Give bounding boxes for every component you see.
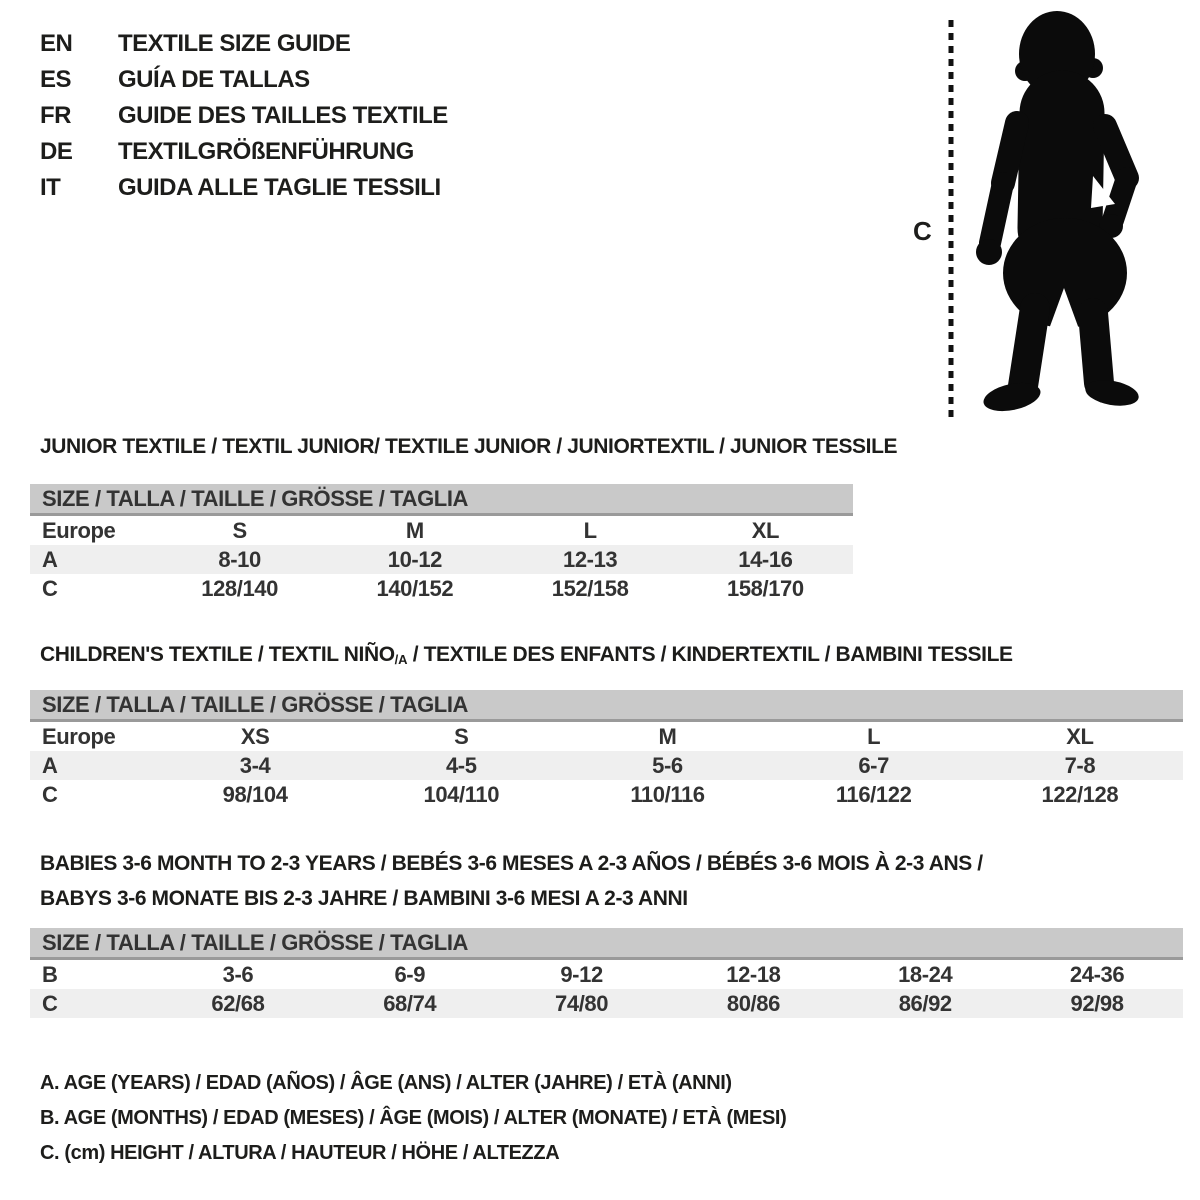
- size-cell: 68/74: [324, 989, 496, 1018]
- guide-title-fr: GUIDE DES TAILLES TEXTILE: [118, 102, 448, 129]
- size-cell: 140/152: [376, 575, 454, 601]
- table-row: [30, 751, 1183, 780]
- table-row: [30, 516, 853, 545]
- children-size-table: [30, 722, 1183, 809]
- table-row: [30, 780, 1183, 809]
- babies-size-table: [30, 960, 1183, 1018]
- size-cell: M: [405, 517, 424, 543]
- toddler-silhouette: [976, 11, 1141, 416]
- size-cell: 62/68: [152, 989, 324, 1018]
- language-row-de: [40, 134, 448, 170]
- size-cell: 152/158: [551, 575, 629, 601]
- row-label: A: [30, 751, 152, 780]
- size-cell: 12-13: [503, 545, 678, 574]
- note-height-cm: C. (cm) HEIGHT / ALTURA / HAUTEUR / HÖHE / ALTEZZA: [40, 1142, 560, 1164]
- row-label: C: [30, 989, 152, 1018]
- size-cell: 7-8: [977, 751, 1183, 780]
- size-cell: 14-16: [678, 545, 853, 574]
- size-cell: XS: [240, 723, 270, 749]
- babies-title-line2: BABYS 3-6 MONATE BIS 2-3 JAHRE / BAMBINI 3-6 MESI A 2-3 ANNI: [40, 887, 688, 910]
- table-row: [30, 989, 1183, 1018]
- size-cell: 9-12: [560, 961, 603, 987]
- language-row-fr: [40, 98, 448, 134]
- children-title-subscript: /A: [394, 652, 408, 667]
- children-section-title: [40, 644, 1013, 671]
- size-cell: 128/140: [201, 575, 278, 601]
- size-cell: L: [867, 723, 881, 749]
- size-cell: S: [232, 517, 247, 543]
- guide-title-es: GUÍA DE TALLAS: [118, 66, 310, 93]
- note-age-years: A. AGE (YEARS) / EDAD (AÑOS) / ÂGE (ANS) / ALTER (JAHRE) / ETÀ (ANNI): [40, 1072, 732, 1094]
- size-cell: L: [583, 517, 597, 543]
- junior-size-header-bar: SIZE / TALLA / TAILLE / GRÖSSE / TAGLIA: [30, 484, 853, 516]
- language-row-it: [40, 170, 448, 206]
- table-row: [30, 960, 1183, 989]
- language-row-es: [40, 62, 448, 98]
- size-cell: 10-12: [327, 545, 502, 574]
- language-title-list: [40, 26, 448, 206]
- size-cell: 18-24: [898, 961, 953, 987]
- size-cell: 104/110: [423, 781, 500, 807]
- size-cell: 158/170: [727, 575, 804, 601]
- size-cell: 3-4: [152, 751, 358, 780]
- size-cell: 5-6: [564, 751, 770, 780]
- children-title-pre: CHILDREN'S TEXTILE / TEXTIL NIÑO: [40, 643, 395, 666]
- babies-title-line1: BABIES 3-6 MONTH TO 2-3 YEARS / BEBÉS 3-6 MESES A 2-3 AÑOS / BÉBÉS 3-6 MOIS À 2-3 ANS /: [40, 852, 983, 875]
- size-cell: S: [454, 723, 469, 749]
- row-label: B: [42, 961, 58, 987]
- size-cell: 8-10: [152, 545, 327, 574]
- row-label: C: [42, 575, 58, 601]
- guide-title-it: GUIDA ALLE TAGLIE TESSILI: [118, 174, 441, 201]
- size-cell: 6-9: [394, 961, 426, 987]
- language-code: FR: [40, 102, 71, 129]
- legend-notes: [40, 1066, 786, 1171]
- row-label: Europe: [42, 517, 116, 543]
- size-cell: 92/98: [1011, 989, 1183, 1018]
- language-code: DE: [40, 138, 73, 165]
- size-cell: XL: [1066, 723, 1094, 749]
- height-figure: [905, 8, 1160, 428]
- toddler-figure-svg: [905, 8, 1160, 428]
- babies-size-header-bar: SIZE / TALLA / TAILLE / GRÖSSE / TAGLIA: [30, 928, 1183, 960]
- size-cell: 74/80: [496, 989, 668, 1018]
- row-label: Europe: [42, 723, 116, 749]
- babies-section-title: [40, 846, 983, 916]
- size-cell: 122/128: [1041, 781, 1119, 807]
- row-label: C: [42, 781, 58, 807]
- children-size-header-bar: SIZE / TALLA / TAILLE / GRÖSSE / TAGLIA: [30, 690, 1183, 722]
- size-cell: 98/104: [222, 781, 288, 807]
- size-cell: 12-18: [726, 961, 781, 987]
- height-measure-label: C: [913, 216, 932, 246]
- size-cell: 6-7: [771, 751, 977, 780]
- size-cell: M: [658, 723, 677, 749]
- size-cell: 3-6: [222, 961, 254, 987]
- table-row: [30, 574, 853, 603]
- table-row: [30, 722, 1183, 751]
- size-cell: 86/92: [839, 989, 1011, 1018]
- size-cell: 116/122: [835, 781, 912, 807]
- junior-size-table: [30, 516, 853, 603]
- note-age-months: B. AGE (MONTHS) / EDAD (MESES) / ÂGE (MOIS) / ALTER (MONATE) / ETÀ (MESI): [40, 1107, 787, 1129]
- guide-title-en: TEXTILE SIZE GUIDE: [118, 30, 351, 57]
- junior-section-title: JUNIOR TEXTILE / TEXTIL JUNIOR/ TEXTILE JUNIOR / JUNIORTEXTIL / JUNIOR TESSILE: [40, 435, 898, 458]
- size-cell: XL: [751, 517, 780, 543]
- size-cell: 4-5: [358, 751, 564, 780]
- size-cell: 24-36: [1069, 961, 1125, 987]
- language-code: EN: [40, 30, 73, 57]
- row-label: A: [30, 545, 152, 574]
- language-row-en: [40, 26, 448, 62]
- guide-title-de: TEXTILGRÖßENFÜHRUNG: [118, 138, 414, 165]
- size-cell: 80/86: [667, 989, 839, 1018]
- children-title-post: / TEXTILE DES ENFANTS / KINDERTEXTIL / BAMBINI TESSILE: [407, 643, 1013, 666]
- language-code: ES: [40, 66, 72, 93]
- language-code: IT: [40, 174, 61, 201]
- size-cell: 110/116: [630, 781, 705, 807]
- table-row: [30, 545, 853, 574]
